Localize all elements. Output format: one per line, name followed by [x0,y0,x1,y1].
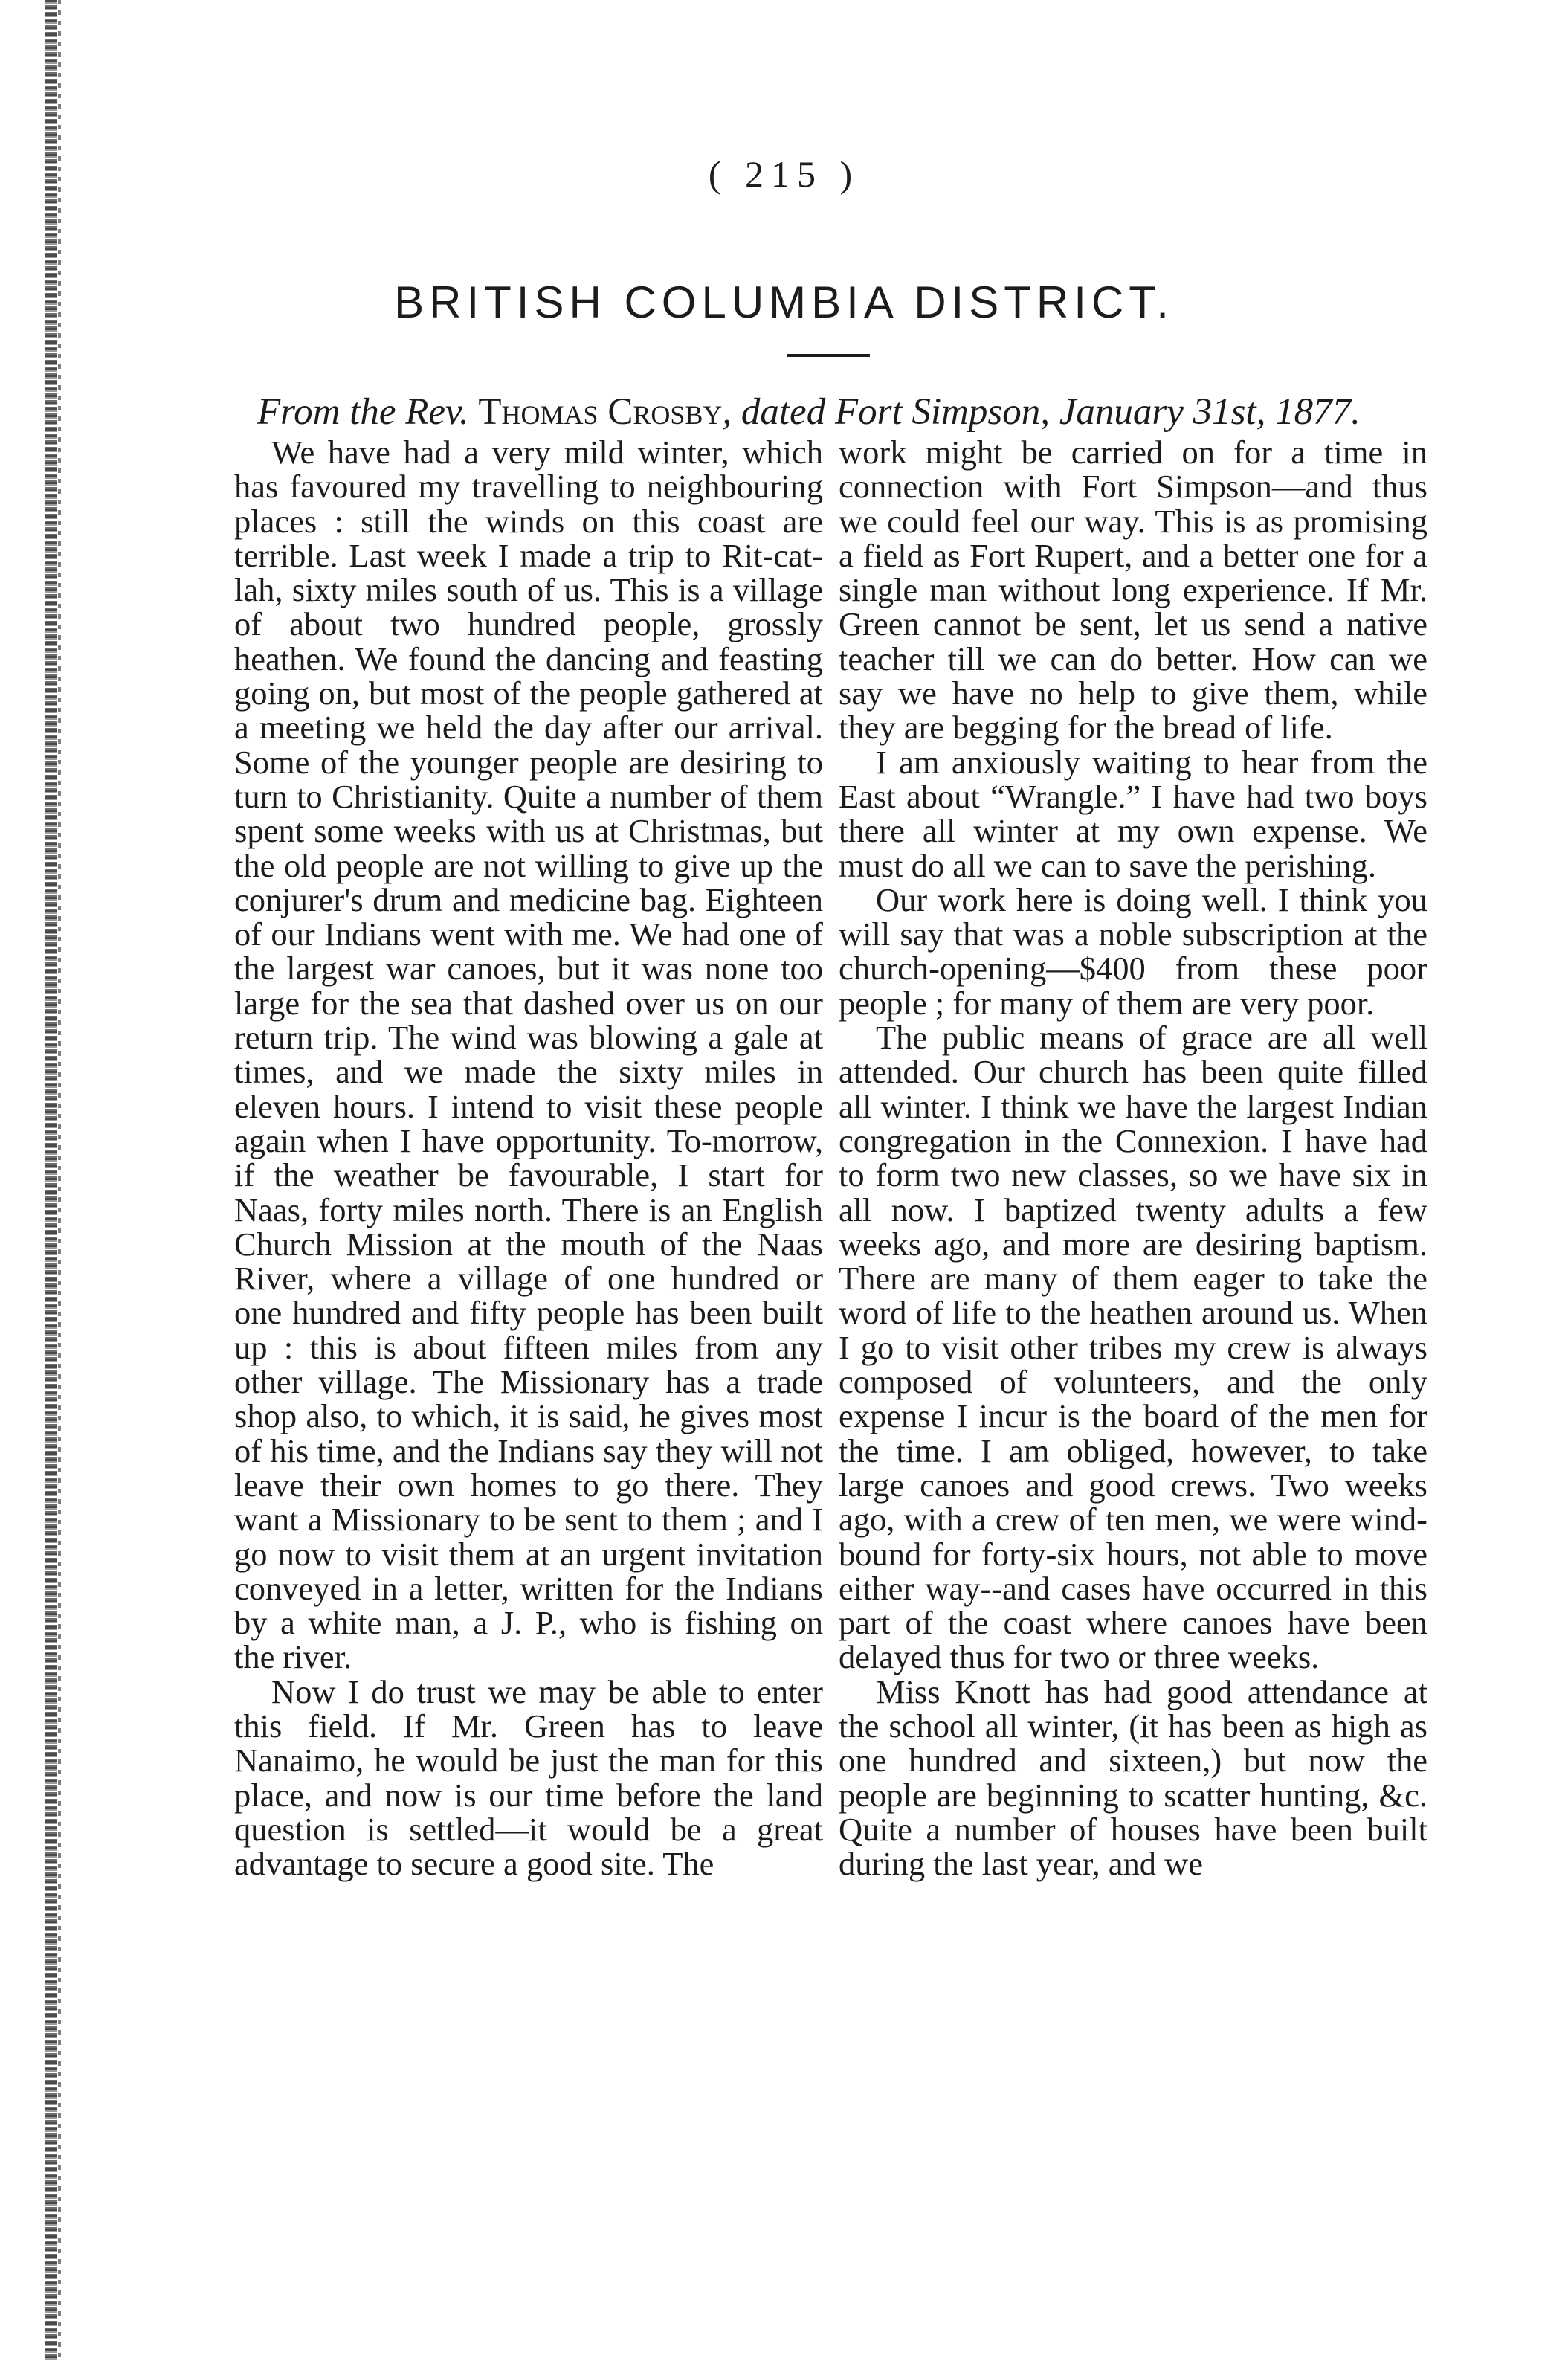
paragraph: The public means of grace are all well attended. Our church has been quite filled all winter. I think we have the largest Indian congregation in the Connexion. I have had to form two new classes, so we have six in all now. I baptized twenty adults a few weeks ago, and more are desiring baptism. There are many of them eager to take the word of life to the heathen around us. When I go to visit other tribes my crew is always composed of volunteers, and the only expense I incur is the board of the men for the time. I am obliged, however, to take large canoes and good crews. Two weeks ago, with a crew of ten men, we were wind-bound for forty-six hours, not able to move either way--and cases have occurred in this part of the coast where canoes have been delayed thus for two or three weeks. [839,1019,1427,1676]
title-divider [787,354,870,357]
paragraph: We have had a very mild winter, which has favoured my travelling to neighbouring places : still the winds on this coast are terrible. Last week I made a trip to Rit-cat-lah, sixty miles south of us. This is a village of about two hundred people, grossly heathen. We found the dancing and feasting going on, but most of the people gathered at a meeting we held the day after our arrival. Some of the younger people are desiring to turn to Christianity. Quite a number of them spent some weeks with us at Christmas, but the old people are not willing to give up the conjurer's drum and medicine bag. Eighteen of our Indians went with me. We had one of the largest war canoes, but it was none too large for the sea that dashed over us on our return trip. The wind was blowing a gale at times, and we made the sixty miles in eleven hours. I intend to visit these people again when I have opportunity. To-morrow, if the weather be favourable, I start for Naas, forty miles north. There is an English Church Mission at the mouth of the Naas River, where a village of one hundred or one hundred and fifty people has been built up : this is about fifteen miles from any other village. The Missionary has a trade shop also, to which, it is said, he gives most of his time, and the Indians say they will not leave their own homes to go there. They want a Missionary to be sent to them ; and I go now to visit them at an urgent invitation conveyed in a letter, written for the Indians by a white man, a J. P., who is fishing on the river. [234,434,823,1676]
paragraph: I am anxiously waiting to hear from the East about “Wrangle.” I have had two boys there all winter at my own expense. We must do all we can to save the perishing. [839,743,1427,884]
byline-suffix: , dated Fort Simpson, January 31st, 1877. [722,391,1361,433]
binding-shadow [58,0,61,2361]
paragraph-continued: work might be carried on for a time in connection with Fort Simpson—and thus we could feel our way. This is as promising a field as Fort Rupert, and a better one for a single man without long experience. If Mr. Green cannot be sent, let us send a native teacher till we can do better. How can we say we have no help to give them, while they are begging for the bread of life. [839,434,1427,747]
left-column [234,435,823,1881]
binding-edge [45,0,57,2361]
byline-prefix: From the Rev. [257,391,469,433]
page-title: BRITISH COLUMBIA DISTRICT. [394,277,1174,327]
page-number: ( 215 ) [708,153,860,195]
right-column [839,435,1427,1881]
letter-byline [257,390,1395,434]
paragraph: Our work here is doing well. I think you will say that was a noble subscription at the church-opening—$400 from these poor people ; for many of them are very poor. [839,880,1427,1022]
byline-author: Thomas Crosby [478,391,723,433]
paragraph: Miss Knott has had good attendance at the school all winter, (it has been as high as one hundred and sixteen,) but now the people are beginning to scatter hunting, &c. Quite a number of houses have been built during the last year, and we [839,1672,1427,1883]
paragraph: Now I do trust we may be able to enter this field. If Mr. Green has to leave Nanaimo, he would be just the man for this place, and now is our time before the land question is settled—it would be a great advantage to secure a good site. The [234,1672,823,1883]
